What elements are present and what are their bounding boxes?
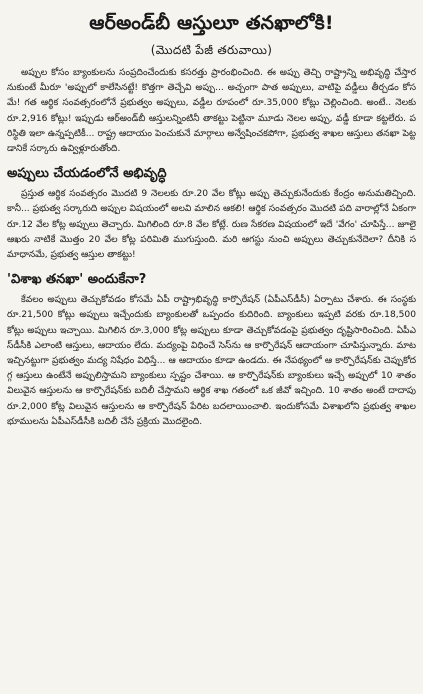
section-visakha-paragraph: కేవలం అప్పులు తెచ్చుకోవడం కోసమే ఏపీ రాష్ట్రాభివృద్ధి కార్పొరేషన్ (ఏపీఎస్‌డీసీ) ఏర్పాటు చేశారు. ఈ సంస్థకు రూ.21,500 కోట్లు అప్పులు ఇచ్చేందుకు బ్యాంకులతో ఒప్పందం కుదిరింది. బ్యాంకులు ఇప్పటి వరకు రూ.18,500 కోట్లు అప్పులు ఇచ్చాయి. మిగిలిన రూ.3,000 కోట్ల అప్పులు కూడా తెచ్చుకోవడంపై ప్రభుత్వం దృష్టిసారించింది. ఏపీఎస్‌డీసీకి ఎలాంటి ఆస్తులు, ఆదాయం లేదు. మద్యంపై విధించే సెస్‌ను ఆ కార్పొరేషన్ ఆదాయంగా చూపిస్తున్నారు. మాట ఇచ్చినట్టుగా ప్రభుత్వం మద్య నిషేధం విధిస్తే... ఆ ఆదాయం కూడా ఉండదు. ఈ నేపథ్యంలో ఆ కార్పొరేషన్‌కు చెప్పుకోదగ్గ ఆస్తులు ఉంటేనే అప్పులిస్తామని బ్యాంకులు స్పష్టం చేశాయి. ఆ కార్పొరేషన్‌కు బ్యాంకులు ఇచ్చే అప్పులో 10 శాతం విలువైన ఆస్తులను ఆ కార్పొరేషన్‌కు బదిలీ చేస్తామని ఆర్థిక శాఖ గతంలో ఒక జీవో ఇచ్చింది. 10 శాతం అంటే దాదాపు రూ.2,000 కోట్ల విలువైన ఆస్తులను ఆ కార్పొరేషన్ పేరిట బదలాయించాలి. ఇందుకోసమే విశాఖలోని ప్రభుత్వ శాఖల భూములను ఏపీఎస్‌డీసీకి బదిలీ చేసే ప్రక్రియ మొదలైంది. xyxy=(7,295,416,427)
section-heading-visakha: 'విశాఖ తనఖా' అందుకేనా? xyxy=(7,272,147,288)
continuation-note: (మొదటి పేజీ తరువాయి) xyxy=(150,43,273,57)
section-heading-development: అప్పులు చేయడంలోనే అభివృద్ధి xyxy=(7,166,167,182)
section-development-paragraph: ప్రస్తుత ఆర్థిక సంవత్సరం మొదటి 9 నెలలకు రూ.20 వేల కోట్లు అప్పు తెచ్చుకునేందుకు కేంద్రం అనుమతిచ్చింది. కానీ... ప్రభుత్వ సర్కారుది అప్పుల విషయంలో అలవి మాలిన ఆకలి! ఆర్థిక సంవత్సరం మొదటి పది వారాల్లోనే ఏకంగా రూ.12 వేల కోట్ల అప్పులు తెచ్చారు. మిగిలింది రూ.8 వేల కోట్లే. రుణ సేకరణ విషయంలో ఇదే 'వేగం' చూపిస్తే... జూలై ఆఖరు నాటికే మొత్తం 20 వేల కోట్ల పరిమితి ముగుస్తుంది. మరి ఆగస్టు నుంచి అప్పులు తెచ్చుకునేదెలా? దీనికి సమాధానమే, ప్రభుత్వ ఆస్తుల తాకట్టు! xyxy=(7,189,416,261)
headline: ఆర్‌అండ్‌బీ ఆస్తులూ తనఖాలోకి! xyxy=(89,12,334,34)
intro-paragraph: అప్పుల కోసం బ్యాంకులను సంప్రదించేందుకు కసరత్తు ప్రారంభించింది. ఈ అప్పు తెచ్చి రాష్ట్రాన్ని అభివృద్ధి చేస్తారనుకుంటే మీరూ 'అప్పులో కాలేసినట్టే! కొత్తగా తెచ్చేవి అప్పు... అచ్చంగా పాత అప్పులు, వాటిపై వడ్డీలు తీర్చడం కోసమే! గత ఆర్థిక సంవత్సరంలోనే ప్రభుత్వం అప్పులు, వడ్డీల రూపంలో రూ.35,000 కోట్లు చెల్లించింది. అంటే.. నెలకు రూ.2,916 కోట్లు! ఇప్పుడు ఆర్‌అండ్‌బీ ఆస్తులన్నింటినీ తాకట్టు పెట్టినా మూడు నెలల అప్పు, వడ్డీ కూడా కట్టలేరు. పరిస్థితి ఇలా ఉన్నప్పటికీ... రాష్ట్ర ఆదాయం పెంచుకునే మార్గాలు అన్వేషించకపోగా, ప్రభుత్వ శాఖల ఆస్తులు తనఖా పెట్టడానికే సర్కారు ఉవ్విళ్లూరుతోంది. xyxy=(7,68,416,155)
